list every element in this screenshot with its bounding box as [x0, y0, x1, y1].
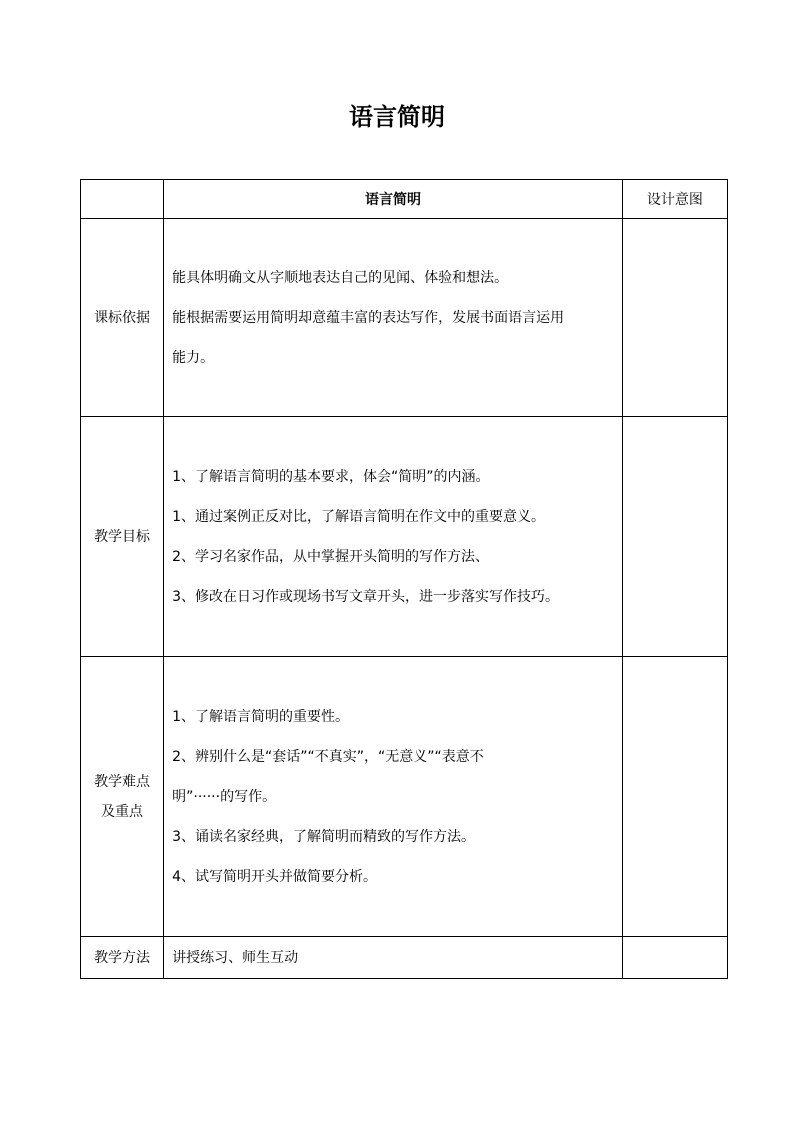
- content-line: 1、了解语言简明的重要性。: [172, 708, 350, 725]
- lesson-plan-table: [80, 179, 728, 979]
- row-label-teaching-goals: 教学目标: [81, 417, 164, 657]
- content-line: 3、修改在日习作或现场书写文章开头，进一步落实写作技巧。: [172, 588, 560, 605]
- table-row-curriculum-basis: [81, 219, 728, 417]
- row-label-curriculum-basis: 课标依据: [81, 219, 164, 417]
- table-header-row: [81, 180, 728, 219]
- content-line: 3、诵读名家经典，了解简明而精致的写作方法。: [172, 828, 476, 845]
- content-line: 1、通过案例正反对比，了解语言简明在作文中的重要意义。: [172, 508, 546, 525]
- content-line: 讲授练习、师生互动: [172, 949, 299, 966]
- row-content-teaching-goals: [164, 417, 623, 657]
- table-row-key-difficulties: [81, 657, 728, 937]
- table-row-teaching-goals: [81, 417, 728, 657]
- content-line: 能具体明确文从字顺地表达自己的见闻、体验和想法。: [172, 269, 509, 286]
- row-label-teaching-methods: 教学方法: [81, 937, 164, 979]
- row-intent-teaching-methods: [622, 937, 727, 979]
- row-content-curriculum-basis: [164, 219, 623, 417]
- label-line: 及重点: [101, 803, 144, 820]
- document-title: 语言简明: [349, 102, 445, 131]
- row-label-key-difficulties: [81, 657, 164, 937]
- row-intent-teaching-goals: [622, 417, 727, 657]
- row-intent-key-difficulties: [622, 657, 727, 937]
- content-line: 能根据需要运用简明却意蕴丰富的表达写作，发展书面语言运用: [172, 309, 565, 326]
- row-content-teaching-methods: [164, 937, 623, 979]
- content-line: 2、辨别什么是“套话”“不真实”，“无意义”“表意不: [172, 748, 484, 765]
- table-row-teaching-methods: [81, 937, 728, 979]
- content-line: 1、了解语言简明的基本要求，体会“简明”的内涵。: [172, 468, 490, 485]
- content-line: 能力。: [172, 349, 215, 366]
- content-line: 4、试写简明开头并做简要分析。: [172, 868, 378, 885]
- content-line: 2、学习名家作品，从中掌握开头简明的写作方法、: [172, 548, 490, 565]
- content-line: 明”······的写作。: [172, 788, 277, 805]
- header-design-intent: 设计意图: [622, 180, 727, 219]
- header-empty-cell: [81, 180, 164, 219]
- row-intent-curriculum-basis: [622, 219, 727, 417]
- label-line: 教学难点: [94, 773, 151, 790]
- row-content-key-difficulties: [164, 657, 623, 937]
- header-topic: 语言简明: [164, 180, 623, 219]
